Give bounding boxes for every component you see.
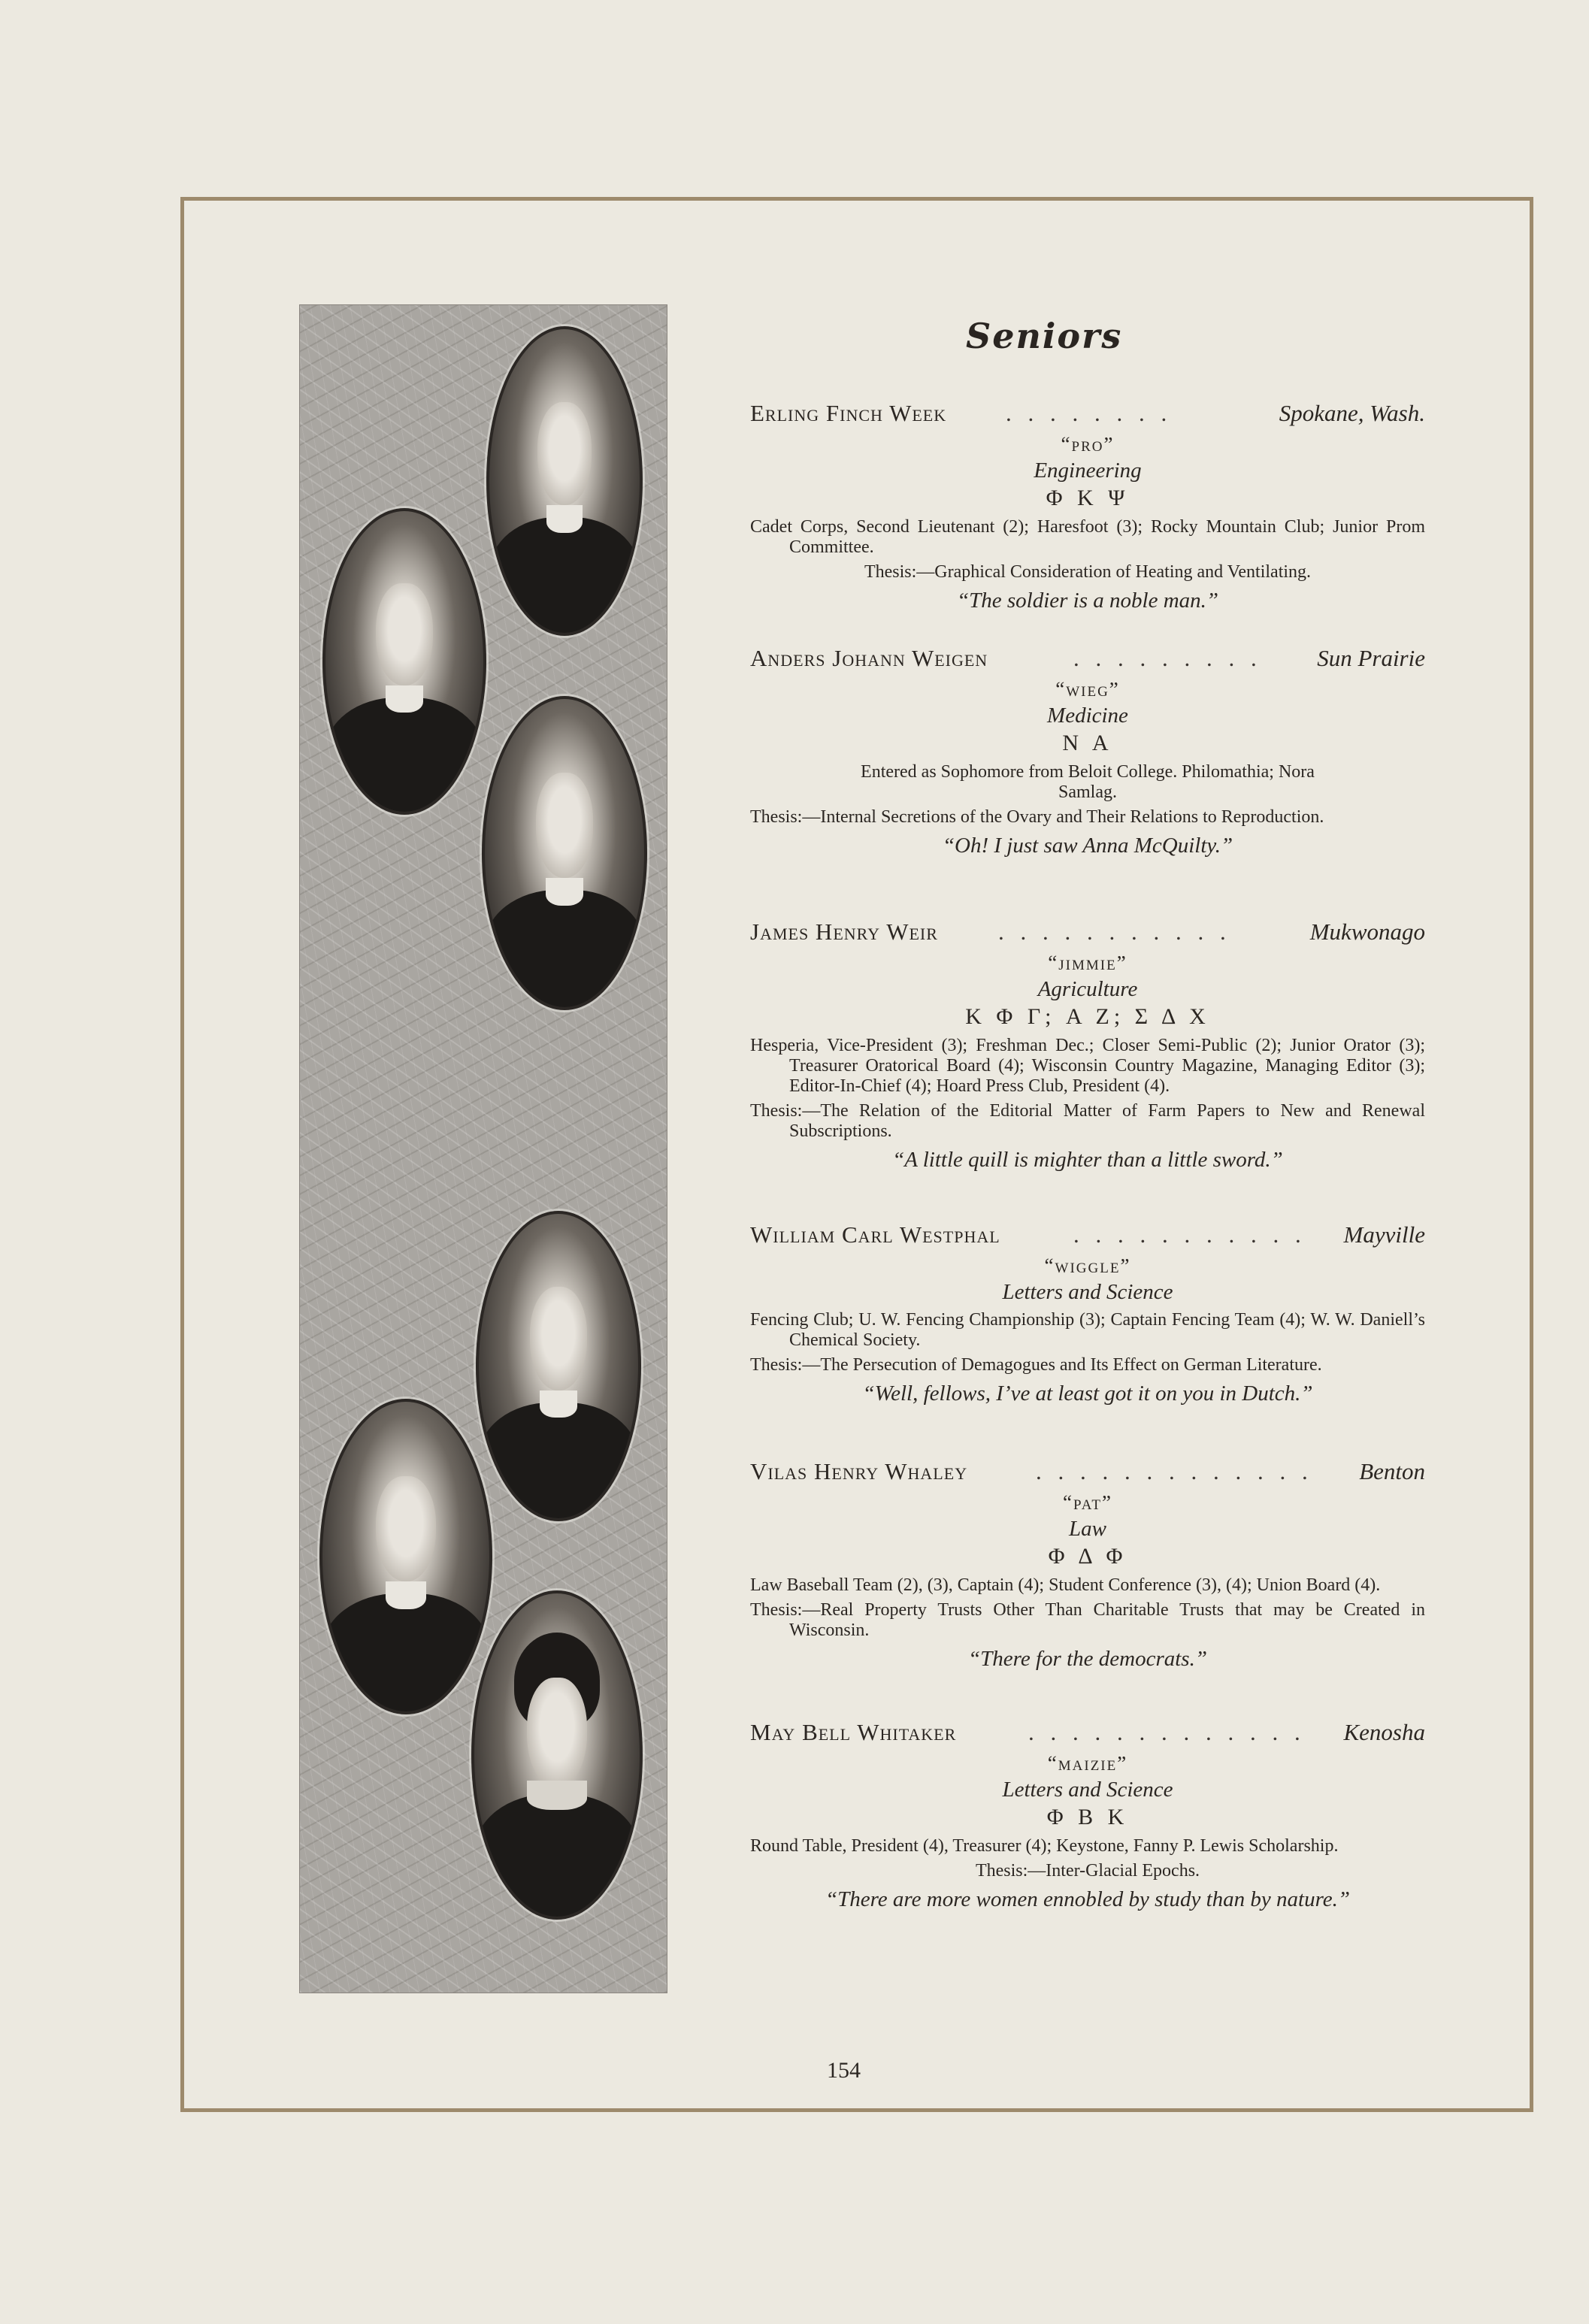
hometown: Sun Prairie <box>1317 645 1425 671</box>
portrait-james-henry-weir <box>482 696 647 1010</box>
leader-dots: . . . . . . . . <box>1006 400 1173 426</box>
activities: Round Table, President (4), Treasurer (4); Keystone, Fanny P. Lewis Scholarship. <box>750 1836 1339 1856</box>
course: Agriculture <box>1037 977 1138 1001</box>
quote: “Oh! I just saw Anna McQuilty.” <box>942 834 1233 858</box>
hometown: Mayville <box>1343 1221 1425 1248</box>
page-heading: Seniors <box>966 316 1123 356</box>
hometown: Spokane, Wash. <box>1279 400 1425 426</box>
leader-dots: . . . . . . . . . . . <box>1073 1221 1306 1248</box>
course: Engineering <box>1034 458 1142 483</box>
quote: “There for the democrats.” <box>968 1647 1207 1671</box>
senior-name: William Carl Westphal <box>750 1221 1000 1248</box>
senior-entry <box>750 918 1425 1173</box>
portrait-collage <box>299 304 667 1993</box>
activities: Hesperia, Vice-President (3); Freshman Dec.; Closer Semi-Public (2); Junior Orator (3); Treasurer Oratorical Board (4); Wisconsin Country Magazine, Managing Editor (3); Editor-In-Chief (4); Hoard Press Club, President (4). <box>750 1036 1425 1096</box>
hometown: Mukwonago <box>1309 918 1425 945</box>
senior-entry <box>750 1221 1425 1407</box>
greek-letters: Φ B K <box>1046 1805 1129 1829</box>
quote: “Well, fellows, I’ve at least got it on you in Dutch.” <box>862 1381 1313 1406</box>
senior-entry <box>750 400 1425 614</box>
leader-dots: . . . . . . . . . . . . . <box>1036 1458 1313 1484</box>
nickname: “wieg” <box>1055 678 1120 701</box>
leader-dots: . . . . . . . . . . . . . <box>1028 1719 1306 1745</box>
senior-entry <box>750 645 1425 859</box>
activities: Cadet Corps, Second Lieutenant (2); Haresfoot (3); Rocky Mountain Club; Junior Prom Committee. <box>750 517 1425 557</box>
thesis: Thesis:—The Persecution of Demagogues and Its Effect on German Literature. <box>750 1355 1322 1375</box>
nickname: “maizie” <box>1047 1752 1128 1775</box>
senior-name: Anders Johann Weigen <box>750 645 988 671</box>
greek-letters: N A <box>1062 731 1113 755</box>
leader-dots: . . . . . . . . . <box>1073 645 1262 671</box>
senior-name: May Bell Whitaker <box>750 1719 957 1745</box>
nickname: “wiggle” <box>1044 1254 1131 1277</box>
activities: Fencing Club; U. W. Fencing Championship (3); Captain Fencing Team (4); W. W. Daniell’s Chemical Society. <box>750 1310 1425 1350</box>
portrait-erling-finch-week <box>486 326 643 636</box>
thesis: Thesis:—The Relation of the Editorial Matter of Farm Papers to New and Renewal Subscriptions. <box>750 1101 1425 1141</box>
thesis: Thesis:—Internal Secretions of the Ovary and Their Relations to Reproduction. <box>750 807 1324 827</box>
quote: “There are more women ennobled by study than by nature.” <box>825 1887 1351 1911</box>
senior-name: James Henry Weir <box>750 918 938 945</box>
greek-letters: Φ Δ Φ <box>1048 1544 1127 1569</box>
activities: Law Baseball Team (2), (3), Captain (4); Student Conference (3), (4); Union Board (4). <box>750 1575 1381 1595</box>
course: Letters and Science <box>1002 1280 1173 1304</box>
course: Law <box>1069 1517 1106 1541</box>
quote: “The soldier is a noble man.” <box>956 589 1219 613</box>
leader-dots: . . . . . . . . . . . <box>998 918 1231 945</box>
thesis: Thesis:—Real Property Trusts Other Than Charitable Trusts that may be Created in Wisconsin. <box>750 1600 1425 1640</box>
portrait-anders-johann-weigen <box>322 508 486 815</box>
thesis: Thesis:—Inter-Glacial Epochs. <box>975 1861 1200 1881</box>
senior-entry <box>750 1458 1425 1672</box>
nickname: “pro” <box>1061 433 1115 455</box>
hometown: Benton <box>1359 1458 1425 1484</box>
greek-letters: K Φ Γ; A Z; Σ Δ X <box>965 1004 1210 1029</box>
senior-name: Vilas Henry Whaley <box>750 1458 968 1484</box>
senior-entry <box>750 1719 1425 1913</box>
quote: “A little quill is mighter than a little sword.” <box>892 1148 1283 1172</box>
greek-letters: Φ K Ψ <box>1046 486 1130 510</box>
hometown: Kenosha <box>1343 1719 1425 1745</box>
portrait-vilas-henry-whaley <box>319 1399 492 1714</box>
thesis: Thesis:—Graphical Consideration of Heating and Ventilating. <box>864 562 1312 582</box>
activities: Entered as Sophomore from Beloit College. Philomathia; Nora Samlag. <box>861 762 1315 802</box>
course: Medicine <box>1047 704 1128 728</box>
course: Letters and Science <box>1002 1778 1173 1802</box>
senior-name: Erling Finch Week <box>750 400 947 426</box>
page-number: 154 <box>827 2058 861 2083</box>
portrait-may-bell-whitaker <box>471 1590 643 1920</box>
nickname: “pat” <box>1062 1491 1112 1514</box>
portrait-william-carl-westphal <box>476 1211 641 1521</box>
nickname: “jimmie” <box>1048 952 1127 974</box>
